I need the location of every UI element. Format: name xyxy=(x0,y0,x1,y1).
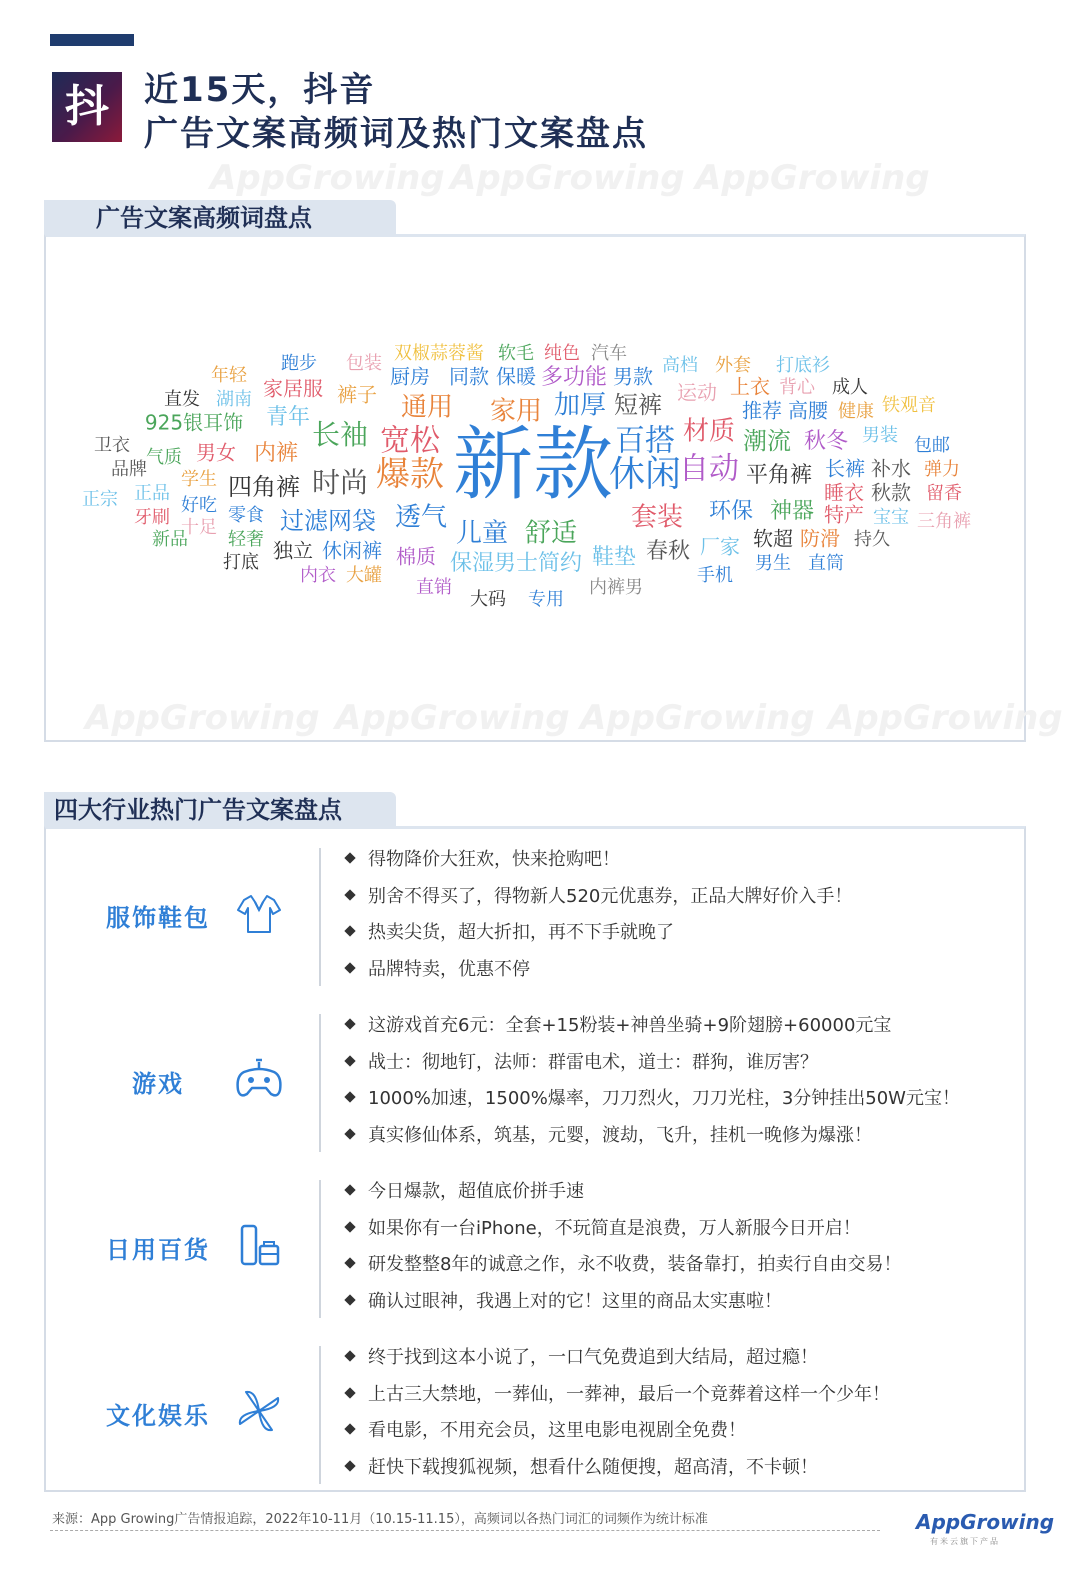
word-cloud-word: 儿童 xyxy=(455,518,509,549)
word-cloud-word: 气质 xyxy=(146,447,182,468)
word-cloud-word: 青年 xyxy=(265,405,311,430)
word-cloud-word: 防滑 xyxy=(800,526,840,551)
word-cloud-word: 纯色 xyxy=(544,343,580,364)
word-cloud-word: 大罐 xyxy=(346,565,382,586)
word-cloud-word: 新款 xyxy=(453,417,613,511)
word-cloud-word: 推荐 xyxy=(742,398,782,423)
word-cloud-word: 同款 xyxy=(449,364,489,389)
divider xyxy=(319,1180,321,1318)
copy-item: 如果你有一台iPhone，不玩简直是浪费，万人新服今日开启！ xyxy=(342,1211,1022,1248)
copy-item: 别舍不得买了，得物新人520元优惠券，正品大牌好价入手！ xyxy=(342,879,1022,916)
word-cloud-word: 零食 xyxy=(228,505,264,526)
word-cloud-word: 鞋垫 xyxy=(591,545,637,570)
word-cloud-word: 补水 xyxy=(871,456,911,481)
section-tab-word-cloud: 广告文案高频词盘点 xyxy=(44,200,396,234)
pinwheel-icon xyxy=(234,1386,284,1436)
industry-block-apparel xyxy=(44,842,1026,992)
gamepad-icon xyxy=(234,1054,284,1104)
shirt-icon xyxy=(234,888,284,938)
word-cloud-word: 包装 xyxy=(346,353,382,374)
word-cloud-word: 棉质 xyxy=(396,544,436,569)
word-cloud-word: 高腰 xyxy=(788,398,828,423)
copy-item: 上古三大禁地，一葬仙，一葬神，最后一个竟葬着这样一个少年！ xyxy=(342,1377,1022,1414)
word-cloud-word: 家用 xyxy=(489,396,543,427)
page-title-line1: 近15天，抖音 xyxy=(144,70,376,110)
word-cloud-word: 925银耳饰 xyxy=(144,410,244,435)
divider xyxy=(319,848,321,986)
word-cloud-word: 保暖 xyxy=(496,364,536,389)
word-cloud-word: 男装 xyxy=(862,425,898,446)
word-cloud-word: 轻奢 xyxy=(228,529,264,550)
copy-item: 今日爆款，超值底价拼手速 xyxy=(342,1174,1022,1211)
word-cloud-word: 成人 xyxy=(832,377,868,398)
accent-bar xyxy=(50,34,134,46)
word-cloud-word: 汽车 xyxy=(591,343,627,364)
word-cloud-word: 环保 xyxy=(708,499,754,524)
watermark: AppGrowing xyxy=(580,698,815,738)
word-cloud-word: 铁观音 xyxy=(882,395,936,416)
word-cloud-word: 三角裤 xyxy=(917,511,971,532)
word-cloud-word: 潮流 xyxy=(743,427,791,455)
word-cloud-word: 休闲裤 xyxy=(322,538,382,563)
word-cloud-word: 背心 xyxy=(779,377,815,398)
word-cloud-word: 休闲 xyxy=(608,454,682,495)
word-cloud-word: 健康 xyxy=(838,401,874,422)
word-cloud-word: 新品 xyxy=(152,529,188,550)
copy-item: 确认过眼神，我遇上对的它！这里的商品太实惠啦！ xyxy=(342,1284,1022,1321)
word-cloud-word: 舒适 xyxy=(524,518,578,549)
word-cloud-word: 秋款 xyxy=(871,480,911,505)
industry-block-culture xyxy=(44,1340,1026,1490)
watermark: AppGrowing xyxy=(85,698,320,738)
appgrowing-logo: AppGrowing xyxy=(916,1510,1055,1534)
word-cloud-word: 过滤网袋 xyxy=(280,507,376,535)
copy-item: 真实修仙体系，筑基，元婴，渡劫，飞升，挂机一晚修为爆涨！ xyxy=(342,1118,1022,1155)
word-cloud-word: 高档 xyxy=(662,355,698,376)
industry-name: 文化娱乐 xyxy=(106,1402,210,1430)
industry-name: 服饰鞋包 xyxy=(106,904,210,932)
word-cloud-word: 软超 xyxy=(753,526,793,551)
word-cloud-word: 牙刷 xyxy=(134,507,170,528)
word-cloud-word: 套装 xyxy=(630,502,684,533)
divider xyxy=(319,1014,321,1152)
copy-item: 研发整整8年的诚意之作，永不收费，装备靠打，拍卖行自由交易！ xyxy=(342,1247,1022,1284)
word-cloud-word: 长袖 xyxy=(311,418,369,451)
copy-item: 得物降价大狂欢，快来抢购吧！ xyxy=(342,842,1022,879)
word-cloud-word: 卫衣 xyxy=(94,435,130,456)
word-cloud-word: 十足 xyxy=(181,517,217,538)
word-cloud-word: 直销 xyxy=(416,577,452,598)
word-cloud-word: 内裤 xyxy=(253,441,299,466)
copy-item: 战士：彻地钉，法师：群雷电术，道士：群狗，谁厉害？ xyxy=(342,1045,1022,1082)
word-cloud-word: 持久 xyxy=(854,529,890,550)
copy-item: 赶快下载搜狐视频，想看什么随便搜，超高清，不卡顿！ xyxy=(342,1450,1022,1487)
word-cloud-word: 运动 xyxy=(677,380,717,405)
word-cloud-word: 跑步 xyxy=(281,353,317,374)
word-cloud-word: 打底 xyxy=(223,552,259,573)
word-cloud-word: 睡衣 xyxy=(824,480,864,505)
word-cloud-word: 长裤 xyxy=(825,456,865,481)
word-cloud-word: 包邮 xyxy=(914,435,950,456)
word-cloud-word: 爆款 xyxy=(376,454,444,495)
word-cloud-word: 宝宝 xyxy=(873,507,909,528)
industry-name: 日用百货 xyxy=(106,1236,210,1264)
word-cloud-word: 神器 xyxy=(769,499,815,524)
word-cloud-word: 厂家 xyxy=(700,534,740,559)
word-cloud-word: 正宗 xyxy=(82,489,118,510)
watermark: AppGrowing xyxy=(450,158,685,198)
word-cloud-word: 独立 xyxy=(273,538,313,563)
word-cloud-word: 春秋 xyxy=(645,539,691,564)
watermark: AppGrowing xyxy=(828,698,1063,738)
footer-divider xyxy=(50,1530,880,1531)
word-cloud-word: 好吃 xyxy=(181,495,217,516)
word-cloud-word: 短裤 xyxy=(614,391,662,419)
word-cloud-word: 特产 xyxy=(824,502,864,527)
word-cloud-word: 通用 xyxy=(400,392,454,423)
word-cloud-word: 软毛 xyxy=(498,343,534,364)
copy-item: 热卖尖货，超大折扣，再不下手就晚了 xyxy=(342,915,1022,952)
word-cloud-word: 直筒 xyxy=(808,553,844,574)
copy-item: 这游戏首充6元：全套+15粉装+神兽坐骑+9阶翅膀+60000元宝 xyxy=(342,1008,1022,1045)
word-cloud-word: 秋冬 xyxy=(803,429,849,454)
word-cloud-word: 内裤男 xyxy=(589,577,643,598)
word-cloud-word: 手机 xyxy=(697,565,733,586)
industry-block-games xyxy=(44,1008,1026,1158)
word-cloud-word: 正品 xyxy=(134,483,170,504)
copy-item: 终于找到这本小说了，一口气免费追到大结局，超过瘾！ xyxy=(342,1340,1022,1377)
watermark: AppGrowing xyxy=(210,158,445,198)
word-cloud-word: 打底衫 xyxy=(776,355,830,376)
word-cloud-word: 四角裤 xyxy=(228,473,300,501)
word-cloud-word: 家居服 xyxy=(263,376,323,401)
word-cloud-word: 年轻 xyxy=(211,365,247,386)
section-tab-industries: 四大行业热门广告文案盘点 xyxy=(44,792,396,826)
word-cloud-word: 厨房 xyxy=(390,364,430,389)
douyin-badge: 抖 xyxy=(52,72,122,142)
source-note: 来源：App Growing广告情报追踪，2022年10-11月（10.15-11.15），高频词以各热门词汇的词频作为统计标准 xyxy=(52,1512,708,1527)
copy-item: 品牌特卖，优惠不停 xyxy=(342,952,1022,989)
word-cloud-word: 加厚 xyxy=(553,390,607,421)
word-cloud-word: 宽松 xyxy=(380,423,440,459)
word-cloud-word: 材质 xyxy=(682,416,736,447)
divider xyxy=(319,1346,321,1484)
word-cloud-word: 平角裤 xyxy=(745,463,813,488)
word-cloud-word: 裤子 xyxy=(337,382,377,407)
word-cloud xyxy=(66,318,1006,638)
appgrowing-logo-subtitle: 有米云旗下产品 xyxy=(930,1537,1000,1546)
industry-name: 游戏 xyxy=(132,1070,184,1098)
word-cloud-word: 留香 xyxy=(926,483,962,504)
page-title-line2: 广告文案高频词及热门文案盘点 xyxy=(144,114,648,154)
word-cloud-word: 直发 xyxy=(164,389,200,410)
word-cloud-word: 男女 xyxy=(196,440,236,465)
word-cloud-word: 品牌 xyxy=(111,459,147,480)
word-cloud-word: 外套 xyxy=(715,355,751,376)
word-cloud-word: 学生 xyxy=(181,469,217,490)
word-cloud-word: 自动 xyxy=(679,451,739,487)
word-cloud-word: 男款 xyxy=(613,364,653,389)
word-cloud-word: 弹力 xyxy=(924,459,960,480)
word-cloud-word: 保湿男士简约 xyxy=(449,551,583,576)
watermark: AppGrowing xyxy=(695,158,930,198)
word-cloud-word: 男生 xyxy=(755,553,791,574)
word-cloud-word: 内衣 xyxy=(300,565,336,586)
industry-block-daily-goods xyxy=(44,1174,1026,1324)
bottle-icon xyxy=(234,1220,284,1270)
watermark: AppGrowing xyxy=(335,698,570,738)
word-cloud-word: 专用 xyxy=(528,589,564,610)
word-cloud-word: 湖南 xyxy=(216,389,252,410)
word-cloud-word: 百搭 xyxy=(615,423,675,459)
word-cloud-word: 大码 xyxy=(470,589,506,610)
word-cloud-word: 上衣 xyxy=(730,374,770,399)
word-cloud-word: 多功能 xyxy=(540,365,608,390)
word-cloud-word: 透气 xyxy=(394,502,448,533)
copy-item: 1000%加速，1500%爆率，刀刀烈火，刀刀光柱，3分钟挂出50W元宝！ xyxy=(342,1081,1022,1118)
word-cloud-word: 时尚 xyxy=(311,466,369,499)
word-cloud-word: 双椒蒜蓉酱 xyxy=(394,343,484,364)
copy-item: 看电影，不用充会员，这里电影电视剧全免费！ xyxy=(342,1413,1022,1450)
